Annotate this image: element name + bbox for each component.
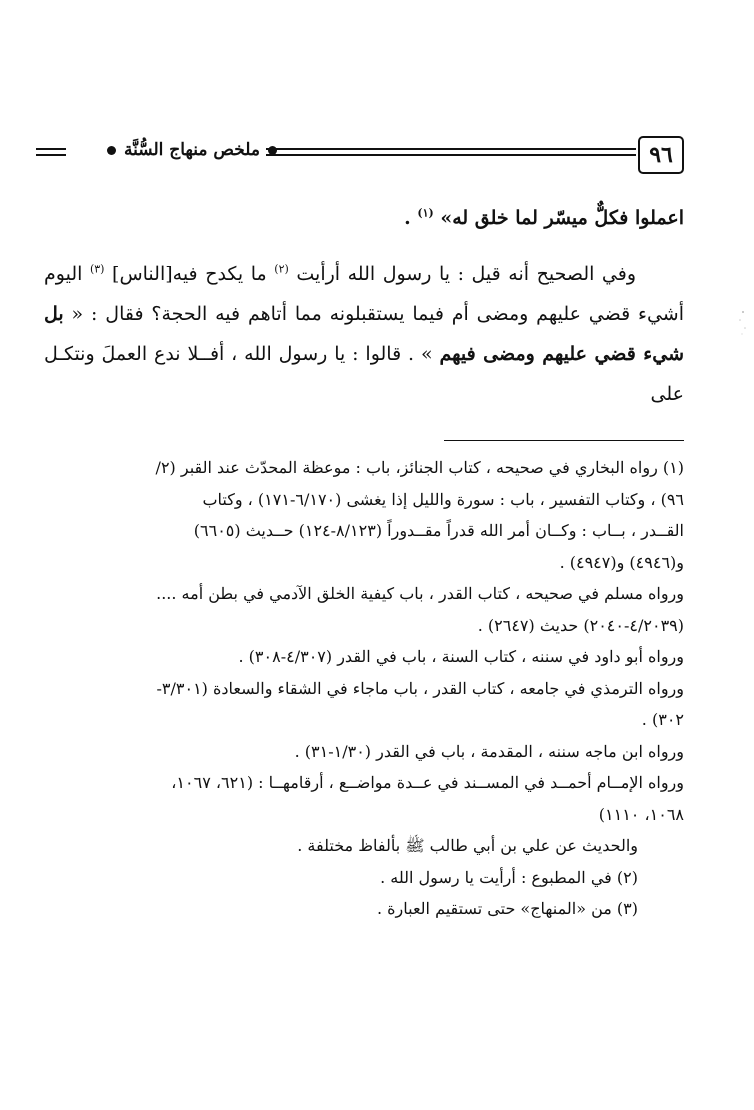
book-title: ملخص منهاج السُّنَّة [124,140,260,160]
bullet-icon [268,146,277,155]
para-text-d: » . قالوا : يا رسول الله ، أفــلا ندع العملَ ونتكـل على [44,343,684,405]
footnote-1-line: و(٤٩٤٦) و(٤٩٤٧) . [559,552,684,572]
ibnmajah-reference: ورواه ابن ماجه سننه ، المقدمة ، باب في القدر (١/٣٠-٣١) . [294,741,684,761]
footnote-ref-2: (٢) [274,262,289,276]
tirmidhi-reference: ورواه الترمذي في جامعه ، كتاب القدر ، باب ماجاء في الشقاء والسعادة (٣/٣٠١- [156,678,684,698]
hadith-paragraph [44,254,684,414]
tirmidhi-reference: ٣٠٢) . [641,710,684,729]
opening-end: . [404,207,411,229]
prophet-quote: بل شيء قضي عليهم ومضى فيهم [44,303,684,365]
footnote-separator [444,440,684,441]
footnote-1-line: القــدر ، بــاب : وكــان أمر الله قدراً مقــدوراً (٨/١٢٣-١٢٤) حــديث (٦٦٠٥) [193,521,684,540]
footnote-ref-1: (١) [417,206,434,220]
page-number: ٩٦ [638,136,684,174]
muslim-reference: (٤/٢٠٣٩-٢٠٤٠) حديث (٢٦٤٧) . [477,615,684,635]
running-title [82,140,302,160]
header-rule-left [36,148,66,156]
page-header [36,136,684,176]
footnote-1-line: (١) رواه البخاري في صحيحه ، كتاب الجنائز، باب : موعظة المحدّث عند القبر (٢/ [155,458,684,477]
para-text-a: وفي الصحيح أنه قيل : يا رسول الله أرأيت [296,263,637,285]
footnotes [44,452,684,925]
para-text-c: اليوم أشيء قضي عليهم ومضى أم فيما يستقبلونه مما أتاهم فيه الحجة؟ فقال : « [44,263,684,325]
footnote-2: (٢) في المطبوع : أرأيت يا رسول الله . [380,867,638,887]
main-text [44,198,684,414]
footnote-1-line: ٩٦) ، وكتاب التفسير ، باب : سورة والليل إذا يغشى (٦/١٧٠-١٧١) ، وكتاب [202,489,684,509]
header-rule-right [266,148,636,156]
para-text-b: ما يكدح فيه[الناس] [112,263,267,285]
scan-specks [736,308,750,338]
footnote-3: (٣) من «المنهاج» حتى تستقيم العبارة . [376,899,638,918]
footnote-ref-3: (٣) [89,262,105,276]
opening-text: اعملوا فكلٌّ ميسّر لما خلق له» [440,207,684,229]
ahmad-reference: ١٠٦٨، ١١١٠) [598,804,684,824]
muslim-reference: ورواه مسلم في صحيحه ، كتاب القدر ، باب كيفية الخلق الآدمي في بطن أمه .... [156,584,684,603]
abudawud-reference: ورواه أبو داود في سننه ، كتاب السنة ، باب في القدر (٤/٣٠٧-٣٠٨) . [238,647,684,666]
bullet-icon [107,146,116,155]
hadith-note: والحديث عن علي بن أبي طالب ﷺ بألفاظ مختلفة . [297,836,638,855]
ahmad-reference: ورواه الإمــام أحمــد في المســند في عــدة مواضــع ، أرقامهــا : (٦٢١، ١٠٦٧، [171,773,684,792]
opening-line [44,198,684,238]
